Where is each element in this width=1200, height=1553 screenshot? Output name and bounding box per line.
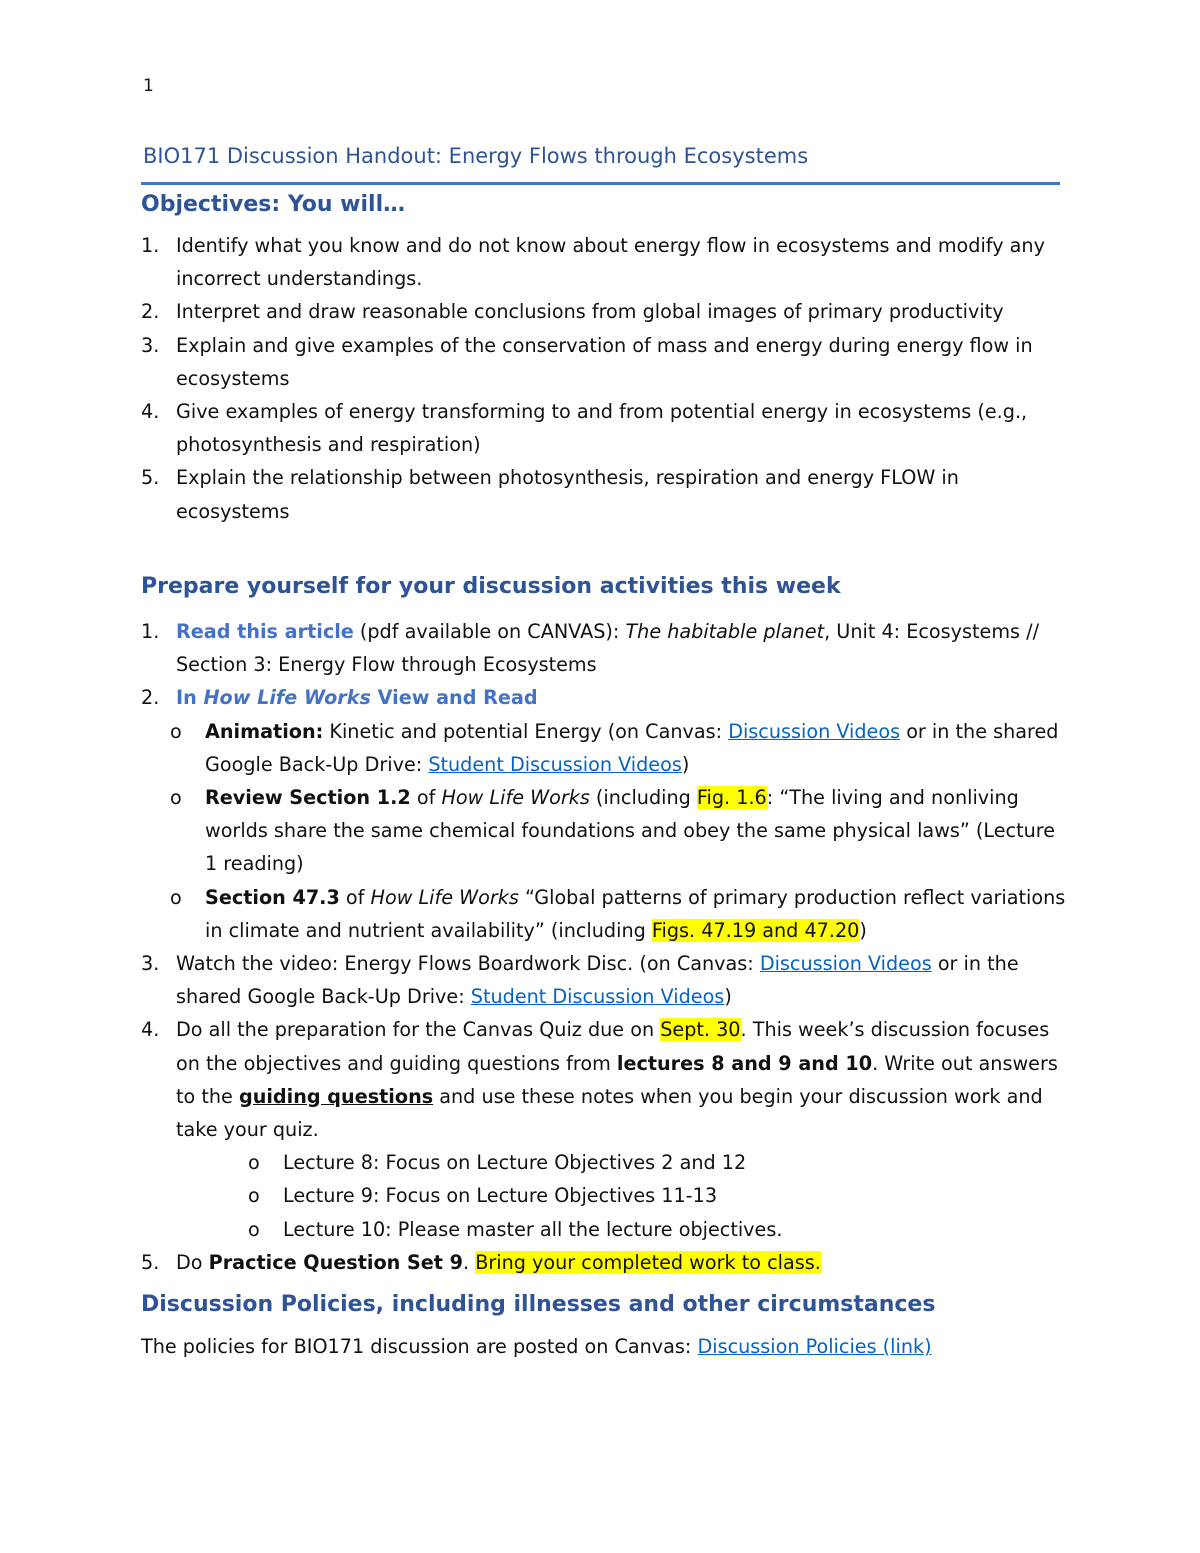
item-text: , Unit 4: Ecosystems // Section 3: Energy Flow through Ecosystems (176, 620, 1040, 677)
objective-item (141, 229, 1071, 295)
lecture-focus-item (248, 1146, 1071, 1179)
sub-text: “Global patterns of primary production reflect variations in climate and nutrient availability” (including (205, 885, 1066, 942)
bullet: o (170, 786, 182, 810)
sub-label: Animation: (205, 719, 324, 743)
sub-item-section-1-2 (170, 781, 1071, 881)
item-lead-text: View and Read (370, 686, 538, 710)
sub-list (170, 715, 1071, 947)
prepare-item-1 (141, 615, 1071, 681)
list-number: 1. (141, 234, 160, 257)
highlight: Fig. 1.6 (696, 786, 767, 810)
book-title: How Life Works (203, 686, 371, 710)
list-number: 2. (141, 300, 160, 324)
book-title: How Life Works (370, 885, 519, 909)
item-text: or in the shared Google Back-Up Drive: (176, 952, 1019, 1009)
list-number: 3. (141, 952, 160, 976)
prepare-item-4 (141, 1013, 1071, 1245)
prepare-item-3 (141, 947, 1071, 1013)
sub-item-section-47-3 (170, 881, 1071, 947)
item-lead (176, 686, 538, 709)
lecture-focus-item (248, 1179, 1071, 1212)
item-text: and use these notes when you begin your discussion work and take your quiz. (176, 1084, 1043, 1142)
objective-text: Explain and give examples of the conservation of mass and energy during energy flow in ecosystems (176, 333, 1033, 390)
highlight: Figs. 47.19 and 47.20 (651, 918, 860, 942)
item-text: ) (724, 985, 732, 1009)
sub-text: Lecture 9: Focus on Lecture Objectives 11-13 (283, 1184, 718, 1208)
document-title: BIO171 Discussion Handout: Energy Flows through Ecosystems (143, 144, 809, 168)
discussion-videos-link[interactable]: Discussion Videos (728, 719, 901, 743)
prepare-heading: Prepare yourself for your discussion activities this week (141, 574, 841, 599)
list-number: 2. (141, 686, 160, 710)
item-text: . Write out answers to the (176, 1051, 1058, 1108)
list-number: 4. (141, 1018, 160, 1042)
prepare-list (141, 615, 1071, 1279)
lecture-focus-item (248, 1213, 1071, 1246)
objective-item (141, 295, 1071, 328)
sub-text: of (339, 885, 371, 909)
sub-list (248, 1146, 1071, 1246)
objective-text: Identify what you know and do not know about energy flow in ecosystems and modify any incorrect understandings. (176, 234, 1045, 291)
objectives-list (141, 229, 1071, 528)
item-text: . This week’s discussion focuses on the objectives and guiding questions from (176, 1018, 1050, 1075)
bold-text: Practice Question Set 9 (208, 1250, 463, 1274)
item-lead-text: In (176, 686, 204, 710)
sub-text: (including (589, 786, 697, 810)
objective-text: Interpret and draw reasonable conclusions from global images of primary productivity (176, 300, 1004, 324)
student-discussion-videos-link[interactable]: Student Discussion Videos (470, 985, 725, 1009)
student-discussion-videos-link[interactable]: Student Discussion Videos (428, 752, 682, 776)
sub-label: Review Section 1.2 (205, 786, 411, 810)
item-text: Do all the preparation for the Canvas Quiz due on (176, 1018, 661, 1042)
sub-text: Lecture 10: Please master all the lecture objectives. (283, 1217, 783, 1241)
guiding-questions-link[interactable]: guiding questions (238, 1084, 434, 1108)
title-underline (141, 182, 1060, 185)
prepare-item-5 (141, 1246, 1071, 1279)
bullet: o (170, 719, 182, 743)
list-number: 3. (141, 333, 160, 357)
highlight: Bring your completed work to class. (475, 1250, 821, 1274)
item-text: Watch the video: Energy Flows Boardwork Disc. (on Canvas: (176, 952, 760, 976)
sub-text: : “The living and nonliving worlds share the same chemical foundations and obey the same physical laws” (Lecture 1 reading) (205, 786, 1056, 876)
bold-text: lectures 8 and 9 and 10 (616, 1051, 873, 1075)
sub-item-animation (170, 715, 1071, 781)
prepare-item-2 (141, 681, 1071, 947)
policies-text: The policies for BIO171 discussion are posted on Canvas: (141, 1335, 698, 1358)
sub-text: of (410, 786, 442, 810)
sub-text: Lecture 8: Focus on Lecture Objectives 2 and 12 (283, 1151, 747, 1175)
sub-text: Kinetic and potential Energy (on Canvas: (323, 719, 729, 743)
item-text: Do (176, 1250, 209, 1274)
item-text: . (463, 1250, 476, 1274)
bullet: o (248, 1151, 260, 1175)
list-number: 4. (141, 400, 160, 424)
objectives-heading: Objectives: You will… (141, 192, 406, 217)
sub-text: ) (681, 752, 690, 776)
read-article-link[interactable]: Read this article (176, 620, 354, 643)
sub-text: or in the shared Google Back-Up Drive: (205, 719, 1059, 776)
highlight: Sept. 30 (660, 1018, 741, 1042)
book-title: How Life Works (441, 786, 590, 810)
page-number: 1 (143, 76, 154, 96)
list-number: 1. (141, 620, 160, 643)
objective-text: Explain the relationship between photosynthesis, respiration and energy FLOW in ecosystems (176, 466, 959, 523)
bullet: o (170, 885, 182, 909)
discussion-videos-link[interactable]: Discussion Videos (759, 952, 932, 976)
bullet: o (248, 1217, 260, 1241)
objective-text: Give examples of energy transforming to and from potential energy in ecosystems (e.g., photosynthesis and respiration) (176, 400, 1028, 457)
policies-heading: Discussion Policies, including illnesses and other circumstances (141, 1292, 936, 1317)
objective-item (141, 395, 1071, 461)
list-number: 5. (141, 466, 160, 490)
policies-paragraph (141, 1330, 1071, 1363)
objective-item (141, 329, 1071, 395)
list-number: 5. (141, 1250, 160, 1274)
sub-label: Section 47.3 (205, 885, 340, 909)
item-text: (pdf available on CANVAS): (353, 620, 626, 643)
sub-text: ) (859, 918, 867, 942)
discussion-policies-link[interactable]: Discussion Policies (link) (697, 1335, 932, 1358)
objective-item (141, 461, 1071, 527)
bullet: o (248, 1184, 260, 1208)
book-title: The habitable planet (625, 620, 825, 643)
